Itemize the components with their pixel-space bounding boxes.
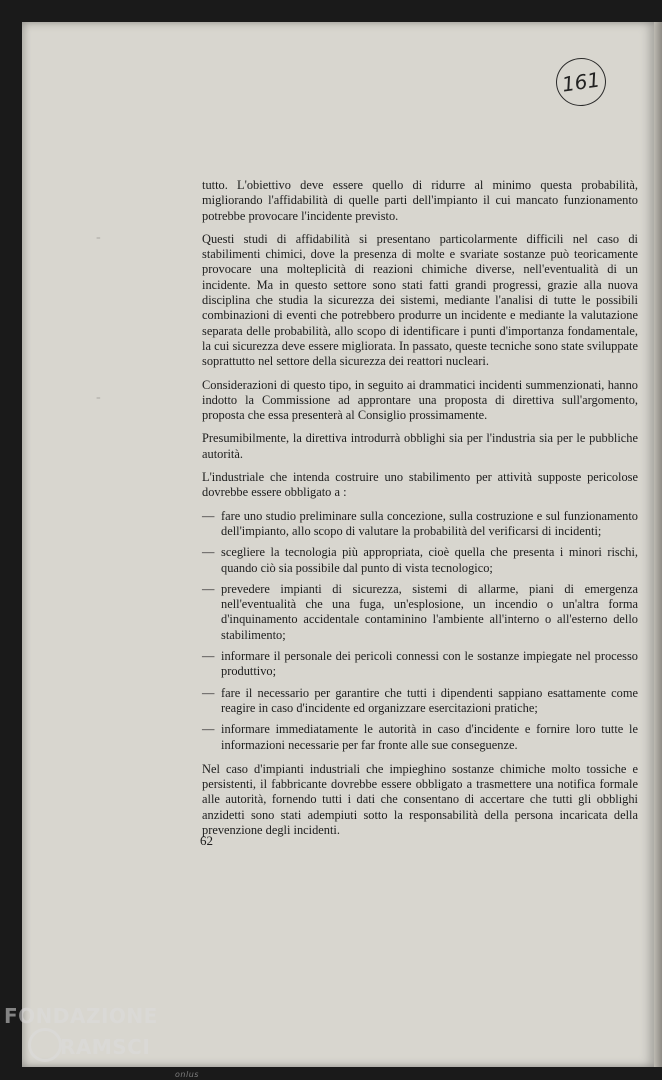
list-item bbox=[202, 509, 638, 540]
archive-number-text: 161 bbox=[560, 67, 602, 97]
watermark-line2 bbox=[28, 1028, 199, 1079]
watermark-line2-text: RAMSCI bbox=[60, 1035, 151, 1059]
list-item-text: informare immediatamente le autorità in caso d'incidente e fornire loro tutte le informazioni necessarie per far fronte alle sue conseguenze. bbox=[221, 722, 638, 752]
paragraph: Nel caso d'impianti industriali che impieghino sostanze chimiche molto tossiche e persistenti, il fabbricante dovrebbe essere obbligato a trasmettere una notifica formale alle autorità, fornendo tutti i dati che consentano di accertare che tutti gli obblighi anzidetti sono stati adempiuti sotto la responsabilità della persona incaricata della prevenzione degli incidenti. bbox=[202, 761, 638, 837]
gramsci-g-logo-icon bbox=[28, 1028, 62, 1062]
list-dash: — bbox=[202, 581, 215, 596]
page-number: 62 bbox=[200, 833, 213, 848]
page-edge-shadow bbox=[654, 22, 662, 1067]
list-dash: — bbox=[202, 545, 215, 560]
paragraph: Questi studi di affidabilità si presentano particolarmente difficili nel caso di stabilimenti chimici, dove la presenza di molte e svariate sostanze può teoricamente provocare una molteplicità di reazioni chimiche diverse, nell'eventualità di un incidente. Ma in questo settore sono stati fatti grandi progressi, grazie alla nuova disciplina che studia la sicurezza dei sistemi, mediante l'analisi di tutte le possibili combinazioni di eventi che potrebbero produrre un incidente e mediante la valutazione separata delle probabilità, allo scopo di identificare i punti d'importanza fondamentale, la cui sicurezza deve essere migliorata. In passato, queste tecniche sono state sviluppate soprattutto nel settore della sicurezza dei reattori nucleari. bbox=[202, 231, 638, 369]
body-text bbox=[202, 178, 638, 846]
margin-smudge: ⁼ bbox=[96, 396, 102, 406]
list-item bbox=[202, 649, 638, 680]
list-dash: — bbox=[202, 649, 215, 664]
list-item bbox=[202, 545, 638, 576]
list-item-text: scegliere la tecnologia più appropriata, cioè quella che presenta i minori rischi, quando ciò sia possibile dal punto di vista tecnologico; bbox=[221, 545, 638, 575]
list-item bbox=[202, 582, 638, 643]
list-item bbox=[202, 722, 638, 753]
obligations-list bbox=[202, 509, 638, 753]
margin-smudge: ⁼ bbox=[96, 236, 102, 246]
list-item bbox=[202, 686, 638, 717]
list-item-text: prevedere impianti di sicurezza, sistemi di allarme, piani di emergenza nell'eventualità che una fuga, un'esplosione, un incendio o un'altra forma d'inquinamento accidentale contaminino l'ambiente all'interno o all'esterno dello stabilimento; bbox=[221, 581, 638, 642]
list-item-text: fare uno studio preliminare sulla concezione, sulla costruzione e sul funzionamento dell'impianto, allo scopo di valutare la probabilità del verificarsi di incidenti; bbox=[221, 508, 638, 538]
paragraph: Considerazioni di questo tipo, in seguito ai drammatici incidenti summenzionati, hanno indotto la Commissione ad approntare una proposta di direttiva sull'argomento, proposta che essa presenterà al Consiglio prossimamente. bbox=[202, 377, 638, 423]
paragraph: L'industriale che intenda costruire uno stabilimento per attività supposte pericolose dovrebbe essere obbligato a : bbox=[202, 470, 638, 500]
list-item-text: informare il personale dei pericoli connessi con le sostanze impiegate nel processo produttivo; bbox=[221, 649, 638, 679]
fondazione-gramsci-watermark bbox=[4, 1004, 199, 1079]
paragraph: Presumibilmente, la direttiva introdurrà obblighi sia per l'industria sia per le pubbliche autorità. bbox=[202, 431, 638, 461]
watermark-line1: FONDAZIONE bbox=[4, 1004, 158, 1028]
list-dash: — bbox=[202, 685, 215, 700]
watermark-onlus: onlus bbox=[175, 1070, 199, 1079]
list-item-text: fare il necessario per garantire che tutti i dipendenti sappiano esattamente come reagire in caso d'incidente ed organizzare esercitazioni pratiche; bbox=[221, 685, 638, 715]
paragraph: tutto. L'obiettivo deve essere quello di ridurre al minimo questa probabilità, migliorando l'affidabilità di quelle parti dell'impianto il cui mancato funzionamento potrebbe provocare l'incidente previsto. bbox=[202, 178, 638, 223]
list-dash: — bbox=[202, 722, 215, 737]
list-dash: — bbox=[202, 508, 215, 523]
